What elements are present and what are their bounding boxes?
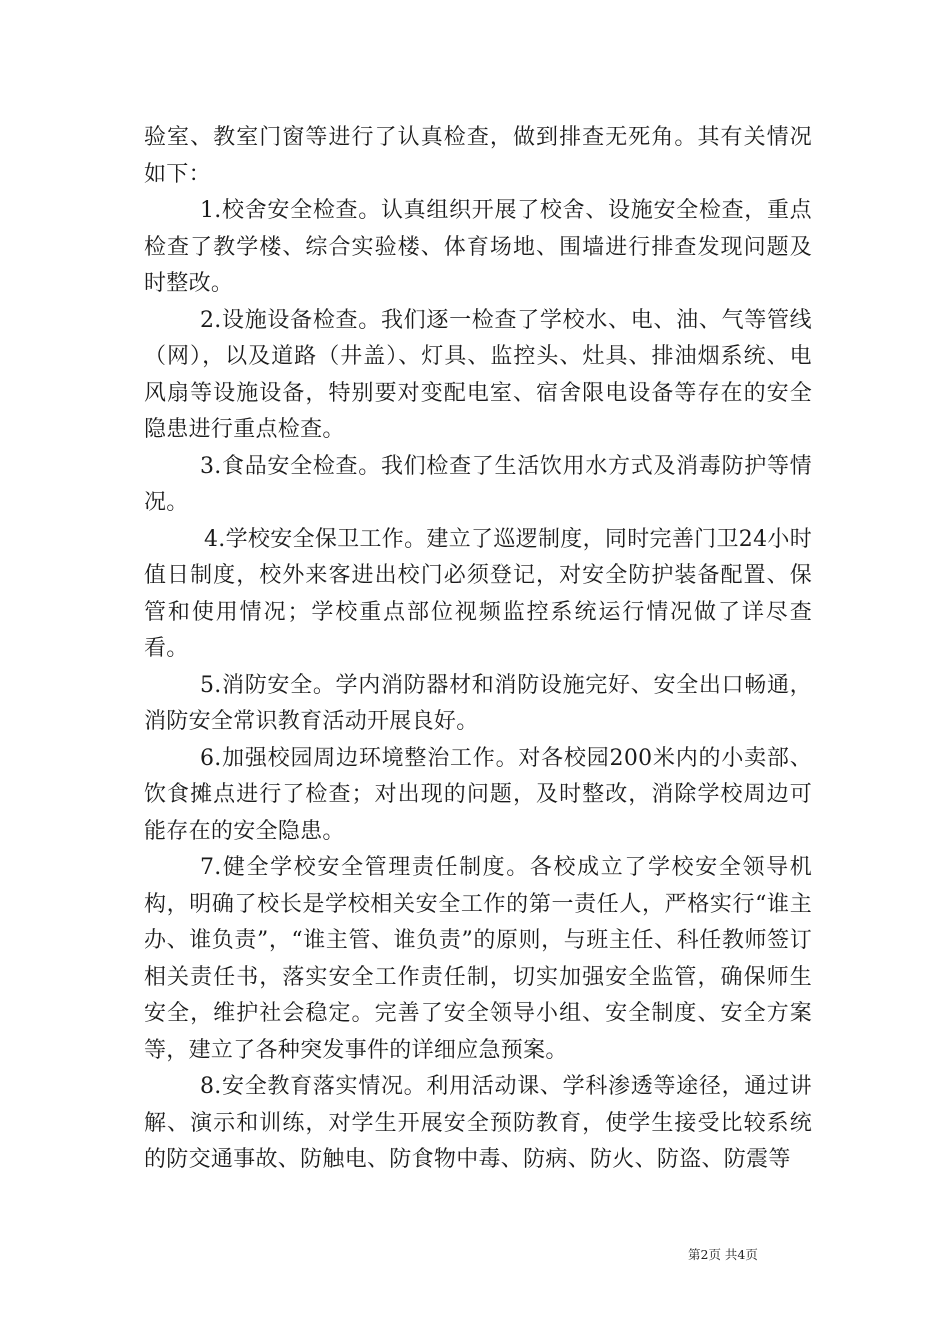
paragraph-item-5: 5.消防安全。学内消防器材和消防设施完好、安全出口畅通，消防安全常识教育活动开展良好。 xyxy=(144,672,812,734)
page-number-footer: 第2页 共4页 xyxy=(688,1247,758,1262)
paragraph-item-2: 2.设施设备检查。我们逐一检查了学校水、电、油、气等管线（网），以及道路（井盖）、灯具、监控头、灶具、排油烟系统、电风扇等设施设备，特别要对变配电室、宿舍限电设备等存在的安全隐患进行重点检查。 xyxy=(144,307,812,442)
paragraph-item-7: 7.健全学校安全管理责任制度。各校成立了学校安全领导机构，明确了校长是学校相关安全工作的第一责任人，严格实行“谁主办、谁负责”，“谁主管、谁负责”的原则，与班主任、科任教师签订相关责任书，落实安全工作责任制，切实加强安全监管，确保师生安全，维护社会稳定。完善了安全领导小组、安全制度、安全方案等，建立了各种突发事件的详细应急预案。 xyxy=(144,855,812,1063)
paragraph-item-6: 6.加强校园周边环境整治工作。对各校园200米内的小卖部、饮食摊点进行了检查；对出现的问题，及时整改，消除学校周边可能存在的安全隐患。 xyxy=(144,745,812,844)
paragraph-item-4: 4.学校安全保卫工作。建立了巡逻制度，同时完善门卫24小时值日制度，校外来客进出校门必须登记，对安全防护装备配置、保管和使用情况；学校重点部位视频监控系统运行情况做了详尽查看。 xyxy=(144,526,812,661)
paragraph-item-8: 8.安全教育落实情况。利用活动课、学科渗透等途径，通过讲解、演示和训练，对学生开展安全预防教育，使学生接受比较系统的防交通事故、防触电、防食物中毒、防病、防火、防盗、防震等 xyxy=(144,1074,812,1172)
paragraph-item-1: 1.校舍安全检查。认真组织开展了校舍、设施安全检查，重点检查了教学楼、综合实验楼、体育场地、围墙进行排查发现问题及时整改。 xyxy=(144,198,812,296)
document-body xyxy=(144,120,812,1179)
paragraph-item-3: 3.食品安全检查。我们检查了生活饮用水方式及消毒防护等情况。 xyxy=(144,453,812,515)
paragraph-continuation: 验室、教室门窗等进行了认真检查，做到排查无死角。其有关情况如下： xyxy=(144,125,812,187)
